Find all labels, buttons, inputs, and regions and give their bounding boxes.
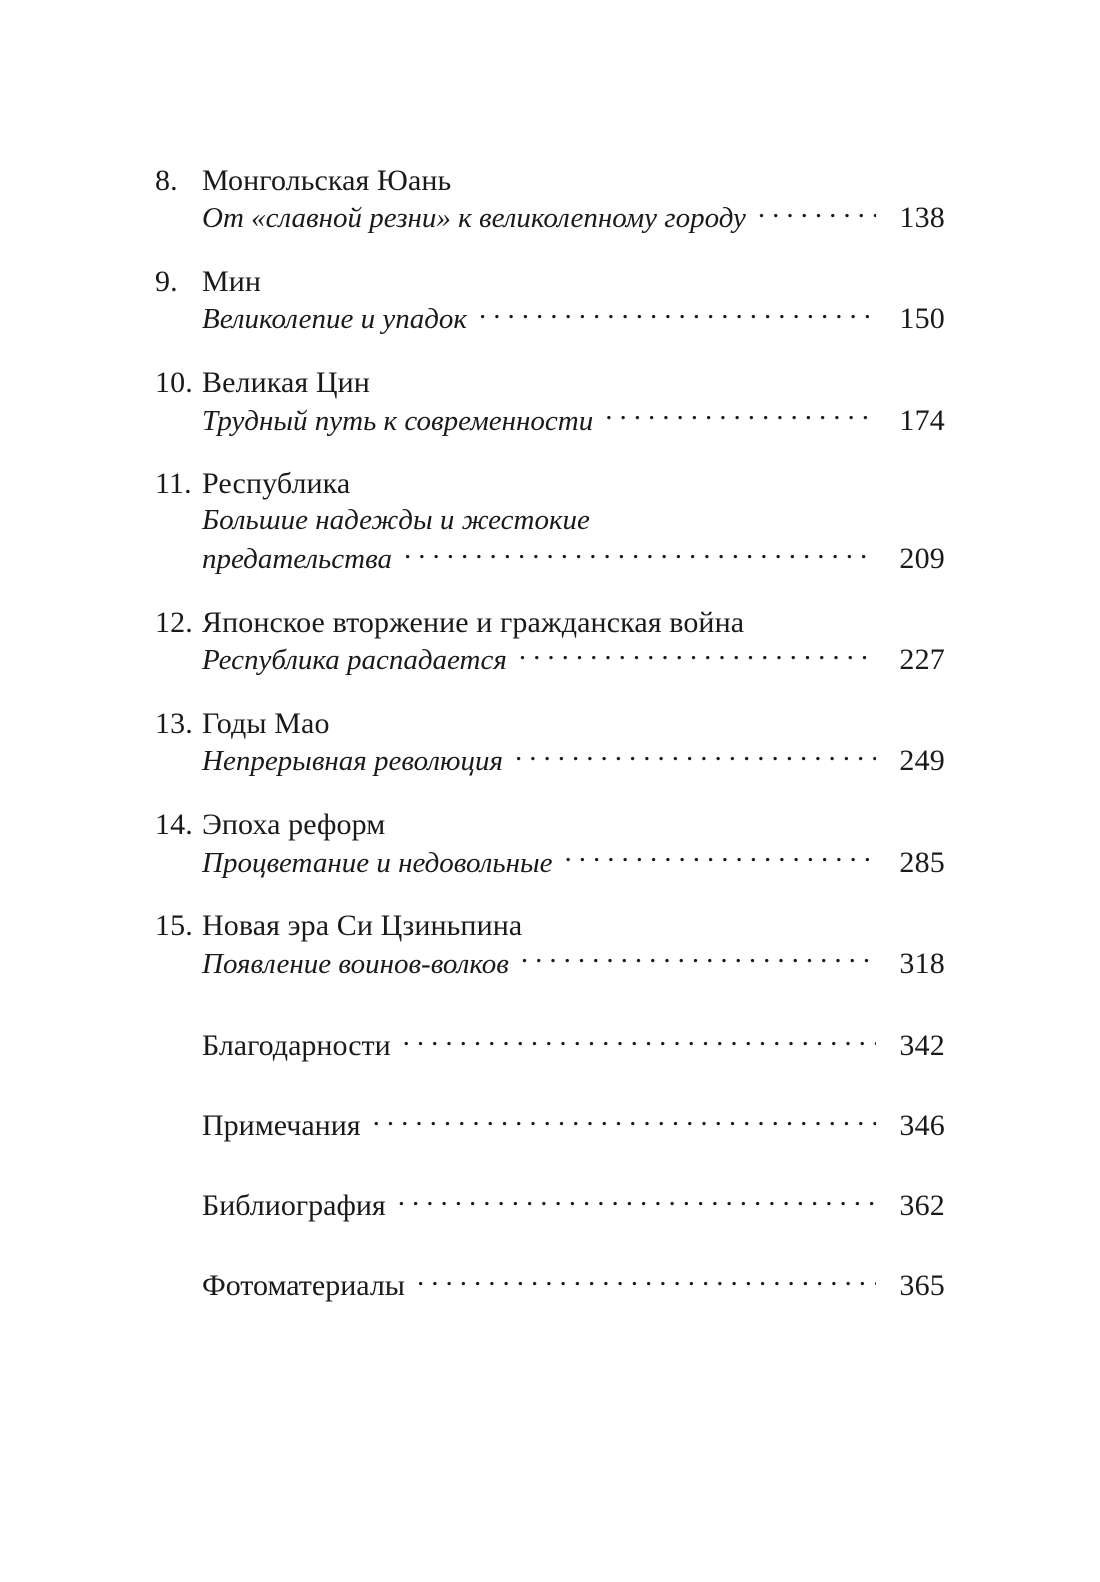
- toc-entry-number: 9.: [155, 265, 178, 299]
- toc-entry-title: Республика: [202, 467, 351, 501]
- toc-entry-subtitle-row: [202, 502, 945, 540]
- toc-entry-page-number: 209: [899, 542, 945, 576]
- toc-entry-subtitle-row: [202, 741, 945, 781]
- toc-entry-subtitle-row: [202, 944, 945, 984]
- toc-entry[interactable]: [155, 605, 945, 680]
- toc-entry-subtitle-row: [202, 198, 945, 238]
- dot-leader: [403, 1025, 876, 1055]
- toc-entry-subtitle-row: [202, 640, 945, 680]
- toc-entry-page-number: 285: [899, 845, 945, 879]
- toc-entry-title-row: [155, 605, 945, 640]
- toc-backmatter-title: Благодарности: [202, 1029, 391, 1063]
- toc-entry-page-number: 138: [899, 201, 945, 235]
- toc-entry-number: 12.: [155, 606, 193, 639]
- dot-leader: [521, 944, 876, 973]
- toc-entry-subtitle-row: [202, 401, 945, 441]
- toc-entry-number: 15.: [155, 909, 193, 943]
- toc-entry-subtitle: Великолепие и упадок: [202, 303, 467, 336]
- toc-entry-page-number: 318: [899, 946, 945, 980]
- dot-leader: [398, 1185, 876, 1215]
- toc-entry-number: 11.: [155, 467, 192, 501]
- toc-entry-title: Монгольская Юань: [202, 164, 452, 197]
- toc-backmatter-page-number: 362: [899, 1189, 945, 1223]
- toc-entry-number: 14.: [155, 808, 193, 842]
- toc-entry-number: 8.: [155, 164, 178, 197]
- toc-entry-subtitle: От «славной резни» к великолепному городу: [202, 202, 746, 235]
- toc-entry-subtitle: Появление воинов-волков: [202, 947, 509, 980]
- toc-backmatter-title: Примечания: [202, 1109, 361, 1143]
- toc-entry-title: Эпоха реформ: [202, 808, 386, 842]
- toc-entry-subtitle: Процветание и недовольные: [202, 846, 553, 879]
- toc-entry[interactable]: [155, 466, 945, 579]
- toc-entry[interactable]: [155, 264, 945, 339]
- toc-backmatter: [155, 1025, 945, 1305]
- dot-leader: [479, 299, 876, 328]
- toc-entry[interactable]: [155, 706, 945, 781]
- dot-leader: [417, 1265, 876, 1295]
- toc-entry-subtitle: Республика распадается: [202, 644, 507, 677]
- toc-entry-title: Великая Цин: [202, 366, 370, 400]
- toc-backmatter-row[interactable]: [202, 1265, 945, 1305]
- toc-entry-subtitle-row: [202, 843, 945, 883]
- toc-entry-title-row: [155, 163, 945, 198]
- toc-entry-title-row: [155, 807, 945, 842]
- toc-backmatter-title: Фотоматериалы: [202, 1269, 405, 1303]
- toc-backmatter-page-number: 342: [899, 1029, 945, 1063]
- toc-entry[interactable]: [155, 807, 945, 882]
- toc-entry-title: Мин: [202, 265, 262, 299]
- toc-entry-title: Японское вторжение и гражданская война: [202, 606, 745, 639]
- dot-leader: [373, 1105, 876, 1135]
- dot-leader: [515, 741, 876, 770]
- toc-entry[interactable]: [155, 163, 945, 238]
- toc-entry-page-number: 249: [899, 744, 945, 778]
- dot-leader: [404, 539, 876, 568]
- toc-entry-title: Новая эра Си Цзиньпина: [202, 909, 523, 943]
- dot-leader: [565, 843, 876, 872]
- toc-entry[interactable]: [155, 365, 945, 440]
- toc-backmatter-page-number: 346: [899, 1109, 945, 1143]
- toc-entry-title-row: [155, 466, 945, 501]
- dot-leader: [519, 640, 876, 669]
- toc-entry-subtitle: предательства: [202, 543, 392, 576]
- dot-leader: [758, 198, 876, 227]
- toc-entry-page-number: 150: [899, 302, 945, 336]
- toc-entry-title-row: [155, 908, 945, 943]
- toc-entry[interactable]: [155, 908, 945, 983]
- toc-backmatter-row[interactable]: [202, 1105, 945, 1145]
- toc-backmatter-page-number: 365: [899, 1269, 945, 1303]
- table-of-contents: [155, 163, 945, 1305]
- toc-entry-title-row: [155, 264, 945, 299]
- toc-entry-title-row: [155, 706, 945, 741]
- toc-entry-title-row: [155, 365, 945, 400]
- toc-entry-number: 13.: [155, 707, 193, 741]
- toc-entry-subtitle: Непрерывная революция: [202, 745, 503, 778]
- dot-leader: [605, 401, 876, 430]
- toc-entry-title: Годы Мао: [202, 707, 330, 741]
- toc-entry-number: 10.: [155, 366, 193, 400]
- toc-entry-subtitle: Трудный путь к современности: [202, 404, 594, 437]
- toc-entry-subtitle-row: [202, 539, 945, 579]
- toc-entry-page-number: 174: [899, 403, 945, 437]
- toc-backmatter-row[interactable]: [202, 1185, 945, 1225]
- toc-backmatter-title: Библиография: [202, 1189, 386, 1223]
- toc-entry-subtitle-row: [202, 299, 945, 339]
- toc-entry-subtitle: Большие надежды и жестокие: [202, 503, 590, 536]
- toc-backmatter-row[interactable]: [202, 1025, 945, 1065]
- toc-entry-page-number: 227: [899, 643, 945, 677]
